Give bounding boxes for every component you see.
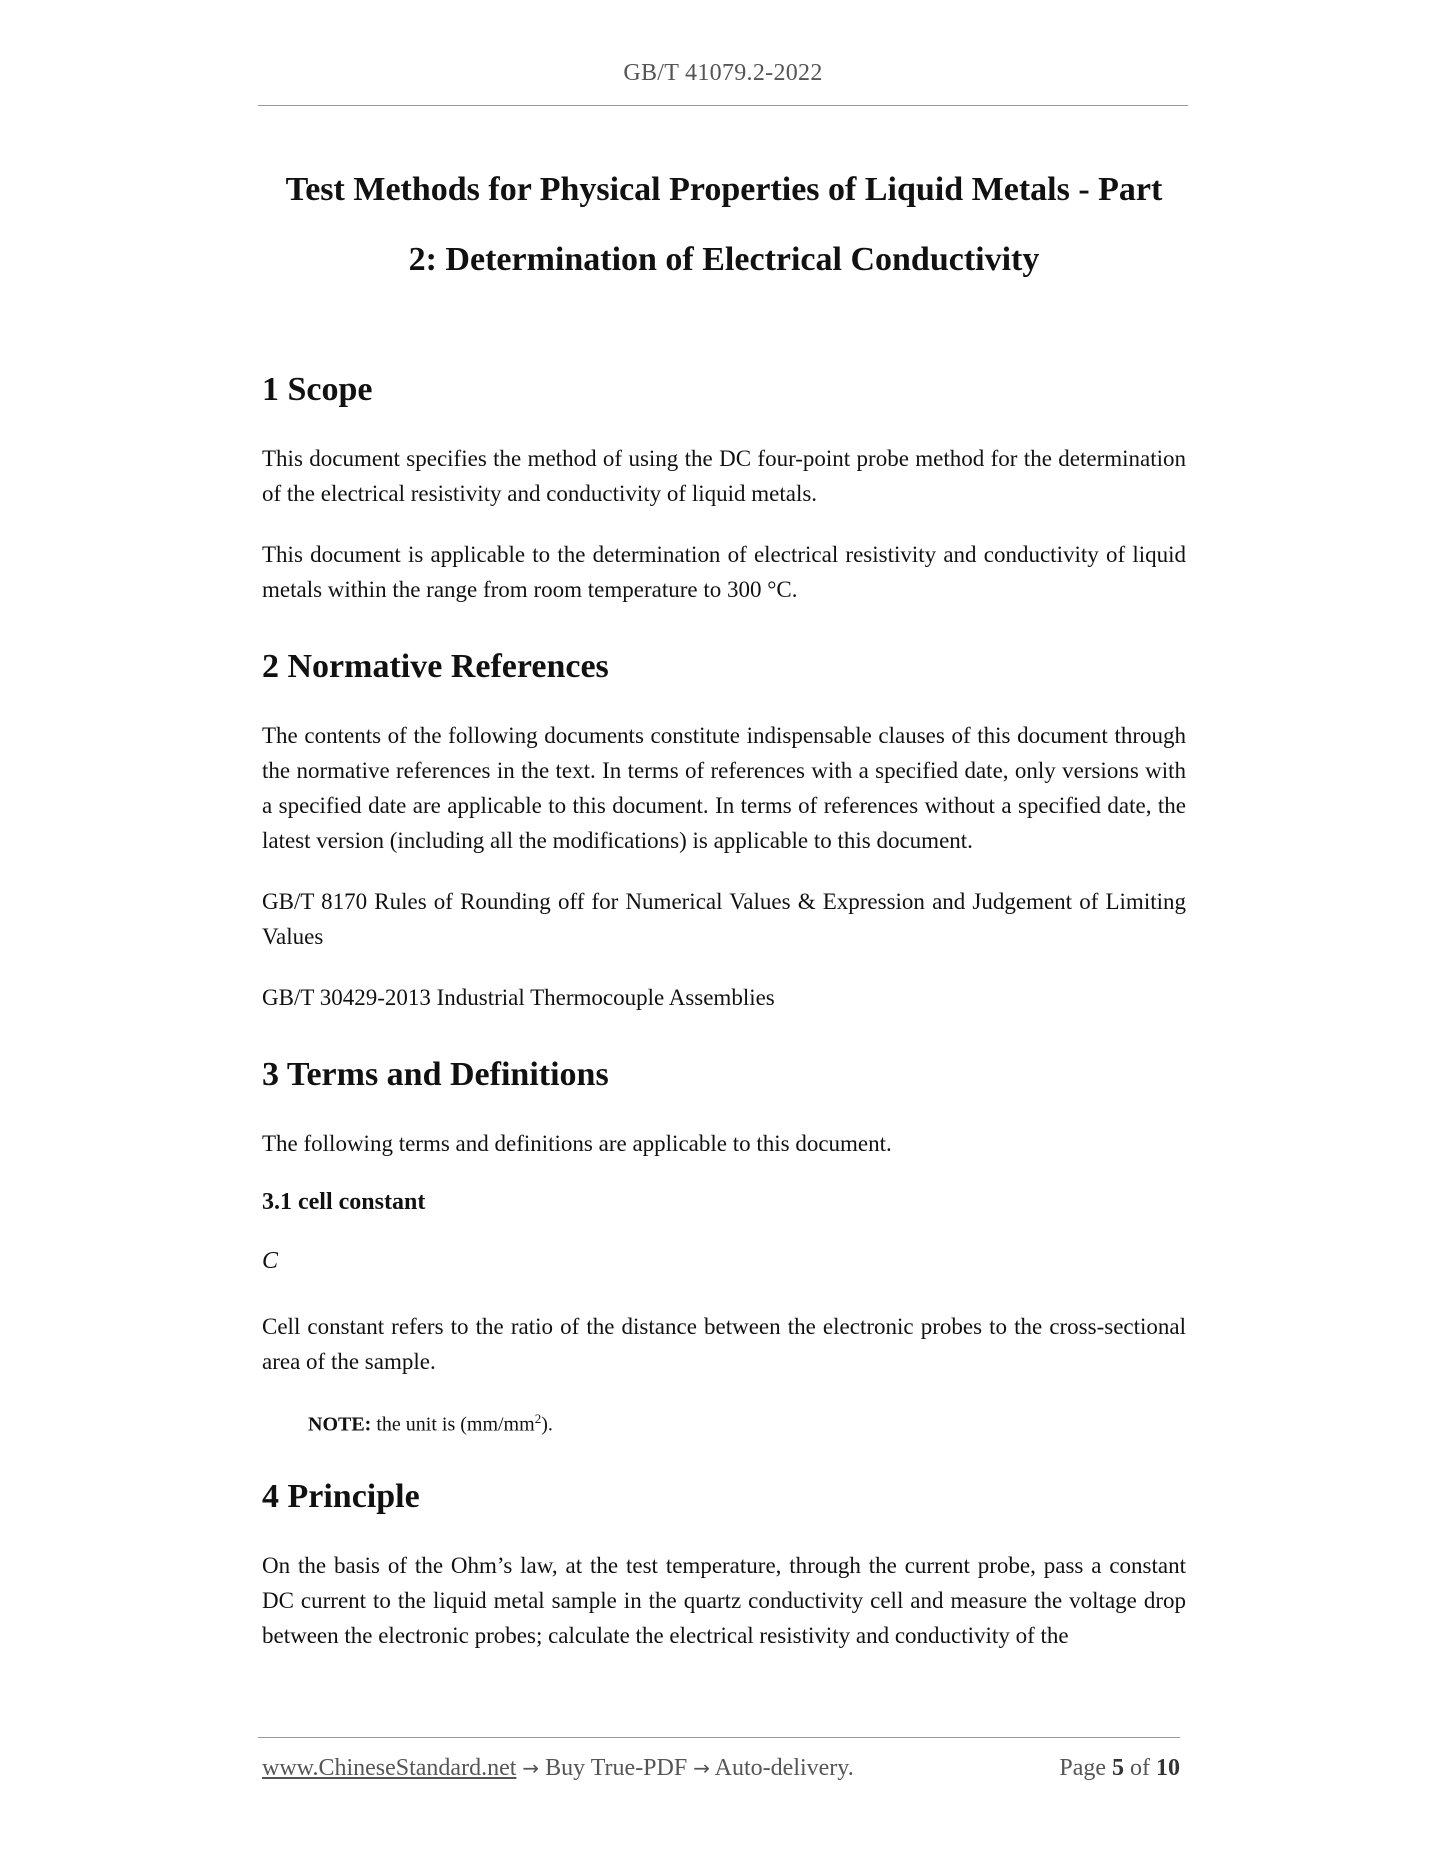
term-symbol: C [262,1248,279,1274]
note-close: ). [541,1413,553,1436]
title-line-1: Test Methods for Physical Properties of Liquid Metals - Part [285,171,1163,208]
note-superscript: 2 [534,1411,542,1426]
chinesestandard-link[interactable]: www.ChineseStandard.net [262,1755,517,1781]
auto-delivery-text: Auto-delivery. [714,1755,854,1781]
section-heading-normative-references: 2 Normative References [262,648,609,685]
title-line-2: 2: Determination of Electrical Conductivity [408,241,1040,278]
section-heading-scope: 1 Scope [262,371,373,408]
document-body [262,155,1186,1653]
page-total: 10 [1156,1755,1180,1781]
buy-true-pdf-text: Buy True-PDF [545,1755,688,1781]
scope-paragraph-2: This document is applicable to the determination of electrical resistivity and conductivity of liquid metals within the range from room temperature to 300 °C. [262,542,1186,602]
reference-item-gbt8170: GB/T 8170 Rules of Rounding off for Numerical Values & Expression and Judgement of Limiting Values [262,889,1186,949]
normative-paragraph: The contents of the following documents constitute indispensable clauses of this document through the normative references in the text. In terms of references with a specified date, only versions with a specified date are applicable to this document. In terms of references without a specified date, the latest version (including all the modifications) is applicable to this document. [262,723,1186,853]
section-heading-terms: 3 Terms and Definitions [262,1056,609,1093]
arrow-right-icon: → [522,1756,540,1780]
standard-id: GB/T 41079.2-2022 [623,60,823,86]
header-divider [258,105,1188,106]
document-title [262,155,1186,295]
term-definition: Cell constant refers to the ratio of the distance between the electronic probes to the cross-sectional area of the sample. [262,1314,1186,1374]
section-heading-principle: 4 Principle [262,1477,420,1515]
page-of: of [1130,1755,1150,1781]
page-footer [262,1755,1180,1782]
reference-item-gbt30429: GB/T 30429-2013 Industrial Thermocouple Assemblies [262,985,775,1010]
arrow-right-icon: → [693,1756,710,1780]
scope-paragraph-1: This document specifies the method of using the DC four-point probe method for the determination of the electrical resistivity and conductivity of liquid metals. [262,446,1186,506]
principle-paragraph: On the basis of the Ohm’s law, at the test temperature, through the current probe, pass a constant DC current to the liquid metal sample in the quartz conductivity cell and measure the voltage drop between the electronic probes; calculate the electrical resistivity and conductivity of the [262,1552,1186,1648]
footer-divider [258,1737,1180,1738]
term-heading-cell-constant: 3.1 cell constant [262,1189,426,1215]
note-label: NOTE: [308,1413,372,1436]
page-current: 5 [1112,1755,1124,1781]
page-label: Page [1059,1755,1106,1781]
term-note [308,1404,1186,1440]
note-text: the unit is (mm/mm [376,1413,535,1436]
page-header [258,60,1188,87]
page-number [1059,1755,1180,1782]
terms-intro: The following terms and definitions are applicable to this document. [262,1131,892,1156]
